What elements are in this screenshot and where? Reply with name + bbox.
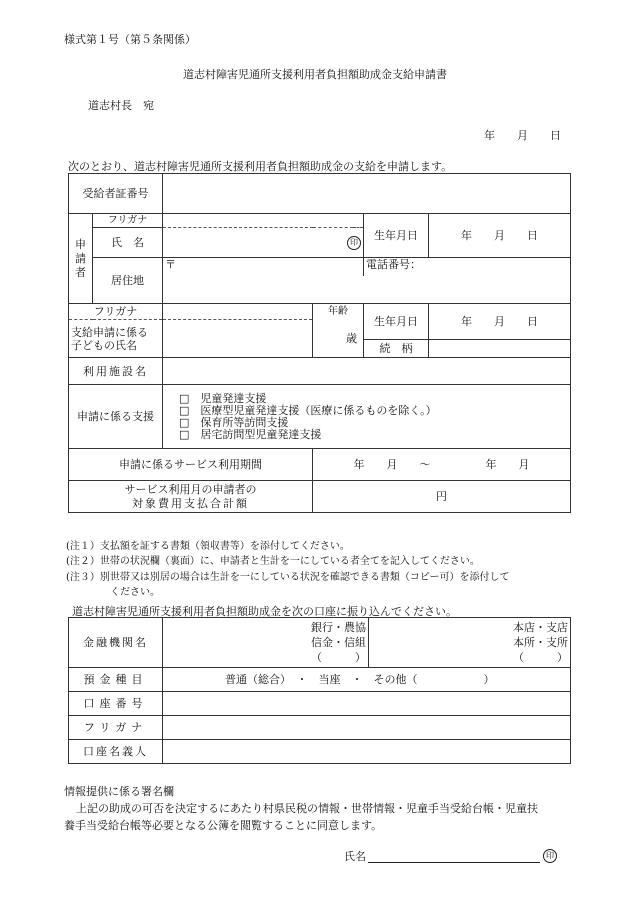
recipient-cert-input[interactable]	[163, 174, 571, 214]
postal-mark: 〒	[165, 258, 176, 271]
service-option-iryo[interactable]: □ 医療型児童発達支援（医療に係るものを除く。）	[179, 403, 437, 417]
note-2: (注２）世帯の状況欄（裏面）に、申請者と生計を一にしている者全てを記入してください。	[66, 556, 480, 567]
application-date: 年 月 日	[484, 129, 561, 142]
bank-name-label: 金融機関名	[69, 618, 163, 668]
cost-label	[69, 481, 313, 513]
note-3: (注３）別世帯又は別居の場合は生計を一にしている状況を確認できる書類（コピー可）を添付して	[66, 572, 510, 583]
age-input[interactable]	[313, 320, 364, 358]
phone-label: 電話番号：	[366, 258, 421, 271]
bank-type-line3: （ ）	[311, 651, 366, 664]
relationship-input[interactable]	[429, 340, 571, 358]
service-option-kyotaku[interactable]: □ 居宅訪問型児童発達支援	[179, 427, 322, 441]
address-input[interactable]	[163, 276, 571, 290]
account-number-input[interactable]	[163, 692, 571, 716]
cost-label-line1: サービス利用月の申請者の	[124, 482, 257, 496]
signature-name-label: 氏名	[344, 850, 366, 863]
applicant-group-label: 申請者	[69, 214, 93, 304]
bank-type-line2: 信金・信組	[311, 636, 366, 649]
facility-label: 利用施設名	[69, 358, 163, 385]
child-name-label	[69, 320, 163, 358]
consent-text-line2: 養手当受給台帳等必要となる公簿を閲覧することに同意します。	[64, 819, 383, 832]
recipient-cert-label: 受給者証番号	[69, 174, 163, 214]
cost-unit: 円	[436, 490, 447, 503]
branch-line3: （ ）	[513, 651, 568, 664]
signature-line[interactable]	[368, 861, 540, 863]
cost-input[interactable]	[313, 481, 571, 513]
note-3-cont: ください。	[110, 587, 160, 598]
account-furigana-label: フリガナ	[69, 716, 163, 740]
applicant-name-label: 氏 名	[93, 228, 163, 258]
bank-intro: 道志村障害児通所支援利用者負担額助成金を次の口座に振り込んでください。	[72, 605, 457, 618]
applicant-name-input[interactable]	[163, 228, 364, 258]
relationship-label: 続 柄	[364, 340, 429, 358]
service-option-jido[interactable]: □ 児童発達支援	[179, 391, 267, 405]
form-number: 様式第１号（第５条関係）	[64, 33, 196, 46]
branch-line1: 本店・支店	[513, 621, 568, 634]
applicant-furigana-input[interactable]	[163, 214, 364, 228]
cost-label-line2: 対象費用支払合計額	[132, 496, 249, 510]
service-options	[163, 385, 571, 449]
account-furigana-input[interactable]	[163, 716, 571, 740]
deposit-type-label: 預金種目	[69, 668, 163, 692]
child-name-input[interactable]	[163, 320, 313, 358]
facility-input[interactable]	[163, 358, 571, 385]
child-name-label-line2: 子どもの氏名	[71, 338, 137, 352]
branch-line2: 本所・支所	[513, 636, 568, 649]
child-dob-label: 生年月日	[364, 304, 429, 340]
address-input-2[interactable]	[163, 290, 571, 304]
period-label: 申請に係るサービス利用期間	[69, 449, 313, 481]
note-1: (注１）支払額を証する書類（領収書等）を添付してください。	[66, 541, 350, 552]
applicant-dob-value[interactable]: 年 月 日	[429, 214, 571, 258]
child-furigana-label: フリガナ	[69, 304, 163, 320]
age-unit: 歳	[346, 331, 357, 345]
child-name-label-line1: 支給申請に係る	[71, 325, 148, 339]
service-option-hoikusho[interactable]: □ 保育所等訪問支援	[179, 415, 289, 429]
seal-icon: 印	[347, 236, 361, 250]
account-holder-input[interactable]	[163, 740, 571, 764]
account-number-label: 口座番号	[69, 692, 163, 716]
bank-table	[68, 617, 571, 764]
intro-text: 次のとおり、道志村障害児通所支援利用者負担額助成金の支給を申請します。	[68, 160, 453, 173]
service-label: 申請に係る支援	[69, 385, 163, 449]
child-dob-value[interactable]: 年 月 日	[429, 304, 571, 340]
applicant-furigana-label: フリガナ	[93, 214, 163, 228]
bank-type-line1: 銀行・農協	[311, 621, 366, 634]
phone-input[interactable]	[364, 258, 571, 276]
bank-name-input[interactable]	[163, 618, 369, 668]
signature-seal-icon: 印	[543, 848, 557, 863]
applicant-table	[68, 173, 571, 513]
age-label: 年齢	[313, 304, 364, 320]
account-holder-label: 口座名義人	[69, 740, 163, 764]
period-input[interactable]: 年 月 ～ 年 月	[313, 449, 571, 481]
consent-text-line1: 上記の助成の可否を決定するにあたり村県民税の情報・世帯情報・児童手当受給台帳・児童扶	[76, 802, 538, 815]
form-title: 道志村障害児通所支援利用者負担額助成金支給申請書	[183, 68, 447, 81]
child-furigana-input[interactable]	[163, 304, 313, 320]
addressee: 道志村長 宛	[88, 99, 154, 112]
consent-heading: 情報提供に係る署名欄	[64, 785, 174, 798]
residence-label: 居住地	[93, 258, 163, 304]
branch-name-input[interactable]	[369, 618, 571, 668]
deposit-type-options[interactable]: 普通（総合） ・ 当座 ・ その他（ ）	[163, 668, 571, 692]
applicant-dob-label: 生年月日	[364, 214, 429, 258]
postal-code-input[interactable]	[163, 258, 364, 276]
